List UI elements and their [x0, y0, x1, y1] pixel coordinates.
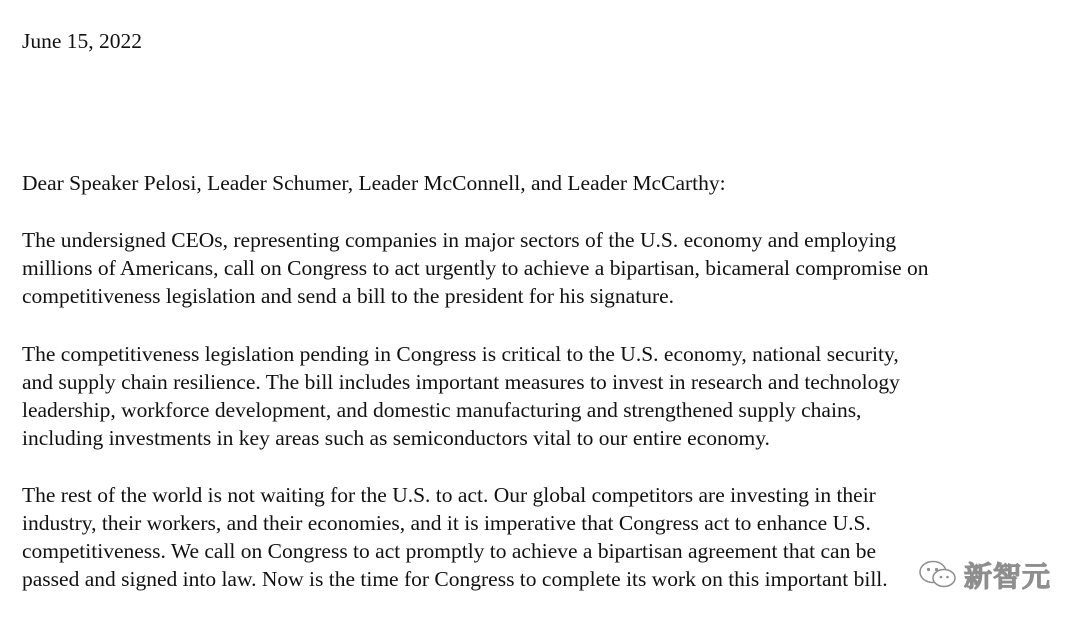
- watermark: [918, 550, 1068, 600]
- paragraph-line: competitiveness legislation and send a bill to the president for his signature.: [22, 284, 675, 308]
- letter-date: June 15, 2022: [22, 29, 143, 53]
- letter-paragraph-1: [22, 226, 929, 310]
- paragraph-line: industry, their workers, and their economies, and it is imperative that Congress act to enhance U.S.: [22, 511, 871, 535]
- letter-paragraph-3: [22, 481, 888, 593]
- paragraph-line: and supply chain resilience. The bill includes important measures to invest in research and technology: [22, 370, 900, 394]
- paragraph-line: The undersigned CEOs, representing companies in major sectors of the U.S. economy and employing: [22, 228, 897, 252]
- letter-paragraph-2: [22, 340, 900, 452]
- paragraph-line: including investments in key areas such as semiconductors vital to our entire economy.: [22, 426, 770, 450]
- paragraph-line: The rest of the world is not waiting for the U.S. to act. Our global competitors are investing in their: [22, 483, 876, 507]
- wechat-icon: [918, 558, 958, 592]
- paragraph-line: competitiveness. We call on Congress to act promptly to achieve a bipartisan agreement that can be: [22, 539, 877, 563]
- paragraph-line: passed and signed into law. Now is the time for Congress to complete its work on this important bill.: [22, 567, 888, 591]
- paragraph-line: millions of Americans, call on Congress to act urgently to achieve a bipartisan, bicameral compromise on: [22, 256, 929, 280]
- paragraph-line: leadership, workforce development, and domestic manufacturing and strengthened supply chains,: [22, 398, 862, 422]
- watermark-text: 新智元: [964, 560, 1052, 593]
- paragraph-line: The competitiveness legislation pending in Congress is critical to the U.S. economy, national security,: [22, 342, 899, 366]
- letter-salutation: Dear Speaker Pelosi, Leader Schumer, Leader McConnell, and Leader McCarthy:: [22, 171, 726, 195]
